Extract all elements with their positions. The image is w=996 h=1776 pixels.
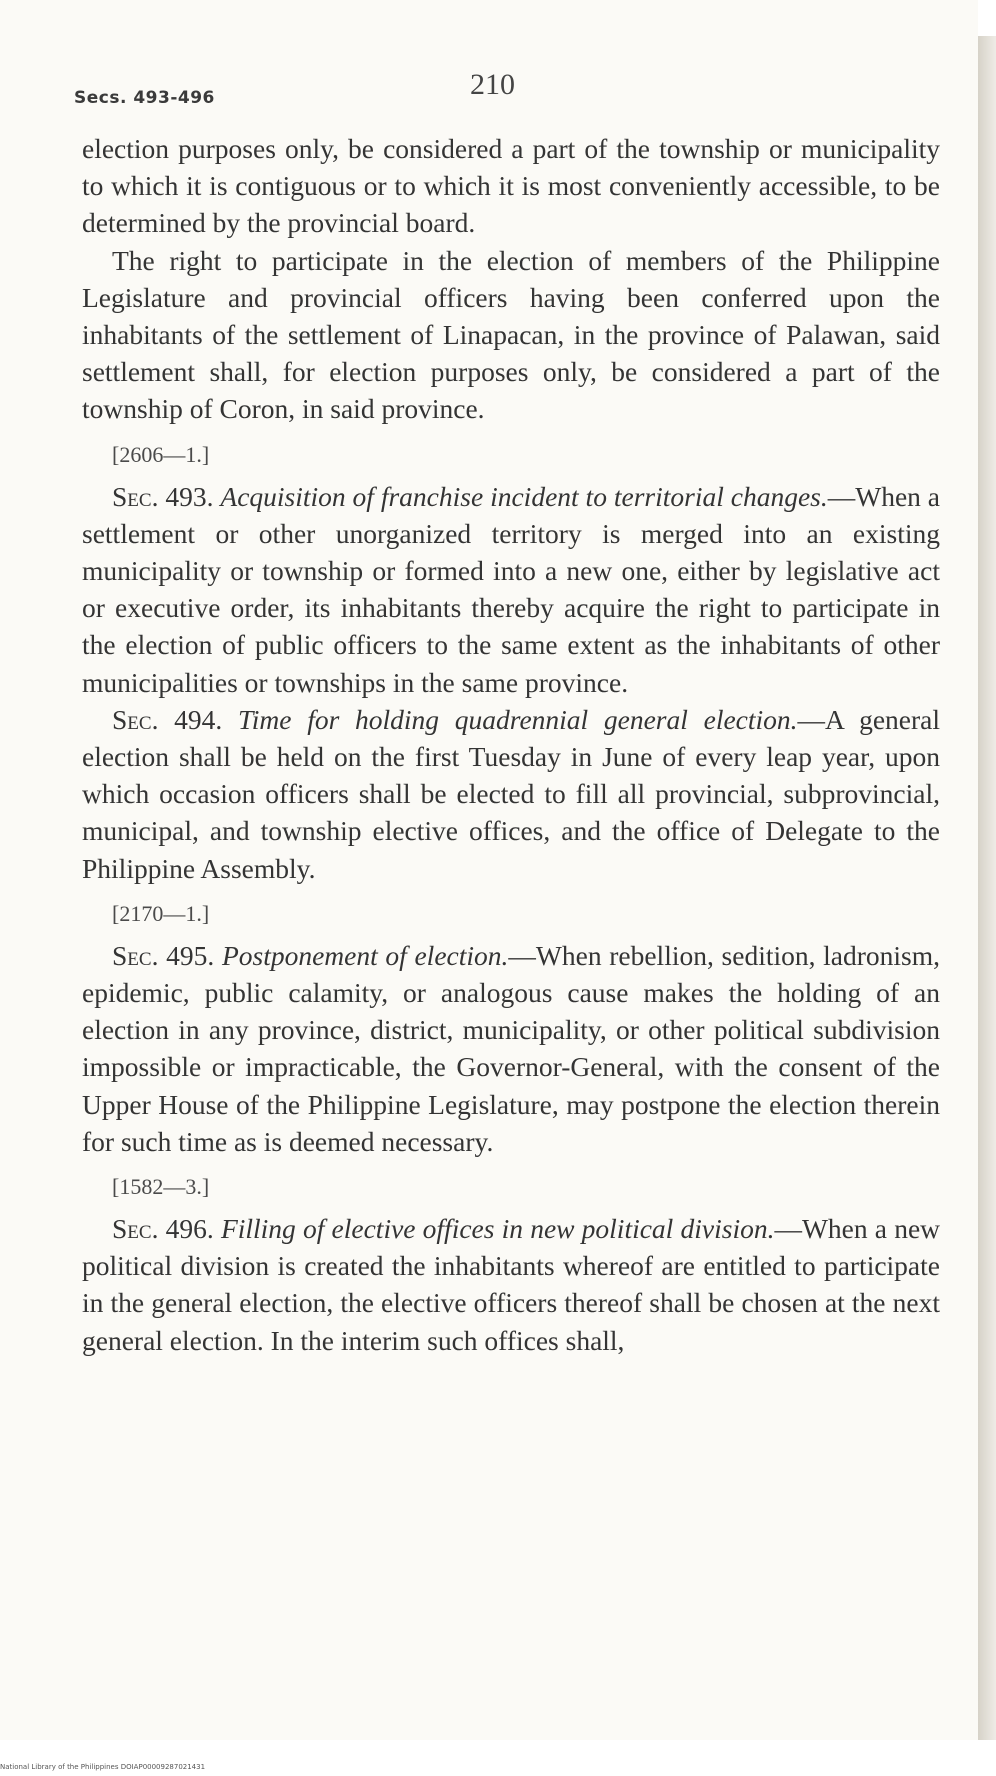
body-text bbox=[82, 130, 940, 1359]
section-493-title: Acquisition of franchise incident to territorial changes. bbox=[220, 480, 828, 512]
page-number: 210 bbox=[470, 68, 515, 101]
section-493-text: —When a settlement or other unorganized territory is merged into an existing municipality or township or formed into a new one, either by legislative act or executive order, its inhabitants thereby acquire the right to participate in the election of public officers to the same extent as the inhabitants of other municipalities or townships in the same province. bbox=[82, 480, 941, 698]
section-495-label: Sec. 495. bbox=[112, 939, 215, 971]
section-494-label: Sec. 494. bbox=[112, 703, 223, 735]
citation-2170: [2170—1.] bbox=[112, 900, 210, 926]
section-496-title: Filling of elective offices in new political division. bbox=[220, 1213, 775, 1245]
section-495 bbox=[82, 937, 940, 1160]
running-head-sections: Secs. 493-496 bbox=[74, 88, 215, 108]
section-495-text: —When rebellion, sedition, ladronism, epidemic, public calamity, or analogous cause makes the holding of an election in any province, district, municipality, or other political subdivision impossible or impracticable, the Governor-General, with the consent of the Upper House of the Philippine Legislature, may postpone the election therein for such time as is deemed necessary. bbox=[82, 939, 941, 1157]
section-493 bbox=[82, 478, 940, 701]
page-edge-shadow bbox=[978, 36, 996, 1740]
paragraph-linapacan: The right to participate in the election of members of the Philippine Legislature and provincial officers having been conferred upon the inhabitants of the settlement of Linapacan, in the province of Palawan, said settlement shall, for election purposes only, be considered a part of the township of Coron, in said province. bbox=[82, 244, 940, 425]
citation-2606: [2606—1.] bbox=[112, 441, 210, 467]
section-494 bbox=[82, 701, 940, 887]
section-496-text: —When a new political division is created the inhabitants whereof are entitled to participate in the general election, the elective officers thereof shall be chosen at the next general election. In the interim such offices shall, bbox=[82, 1213, 941, 1356]
paragraph-continuation: election purposes only, be considered a part of the township or municipality to which it is contiguous or to which it is most conveniently accessible, to be determined by the provincial board. bbox=[82, 133, 940, 239]
section-495-title: Postponement of election. bbox=[221, 939, 509, 971]
scan-footer: National Library of the Philippines DOIAP00009287021431 bbox=[0, 1763, 206, 1771]
section-494-title: Time for holding quadrennial general election. bbox=[238, 703, 798, 735]
section-496-label: Sec. 496. bbox=[112, 1213, 214, 1245]
section-493-label: Sec. 493. bbox=[112, 480, 214, 512]
section-496 bbox=[82, 1210, 940, 1359]
section-494-text: —A general election shall be held on the first Tuesday in June of every leap year, upon which occasion officers shall be elected to fill all provincial, subprovincial, municipal, and township elective offices, and the office of Delegate to the Philippine Assembly. bbox=[82, 703, 941, 884]
citation-1582: [1582—3.] bbox=[112, 1174, 210, 1200]
